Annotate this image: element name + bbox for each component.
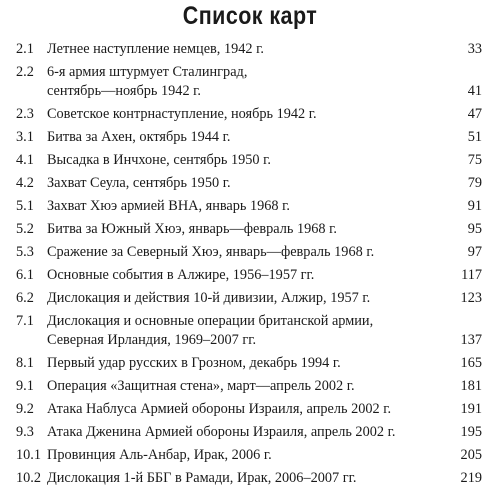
map-title-line: Провинция Аль-Анбар, Ирак, 2006 г. (47, 447, 272, 463)
map-number: 4.1 (16, 152, 34, 168)
page-title: Список карт (182, 2, 318, 30)
page-number: 75 (467, 152, 482, 168)
map-list-item (0, 469, 500, 488)
map-list-item (0, 423, 500, 442)
map-list-item (0, 446, 500, 465)
page-number: 137 (460, 332, 482, 348)
map-title-line: Дислокация и основные операции британской армии, (47, 313, 374, 329)
map-number: 8.1 (16, 355, 34, 371)
map-title-line: Основные события в Алжире, 1956–1957 гг. (47, 267, 315, 283)
map-number: 3.1 (16, 129, 34, 145)
map-list-item (0, 400, 500, 419)
page-number: 205 (460, 447, 482, 463)
map-title-line: Битва за Ахен, октябрь 1944 г. (47, 129, 231, 145)
map-title-line: Северная Ирландия, 1969–2007 гг. (47, 332, 257, 348)
map-title-line: Операция «Защитная стена», март—апрель 2002 г. (47, 378, 355, 394)
map-title-line: Захват Хюэ армией ВНА, январь 1968 г. (47, 198, 290, 214)
page-number: 79 (467, 175, 482, 191)
page-number: 195 (460, 424, 482, 440)
map-number: 6.2 (16, 290, 34, 306)
map-list-item (0, 174, 500, 193)
map-title (47, 128, 460, 147)
map-title (47, 40, 460, 59)
map-title (47, 289, 460, 308)
page-number: 97 (467, 244, 482, 260)
map-list-item (0, 220, 500, 239)
map-number: 9.2 (16, 401, 34, 417)
page-number: 95 (467, 221, 482, 237)
map-number: 2.3 (16, 106, 34, 122)
map-title (47, 105, 460, 124)
map-title-line: Захват Сеула, сентябрь 1950 г. (47, 175, 231, 191)
map-title-line: Битва за Южный Хюэ, январь—февраль 1968 г. (47, 221, 337, 237)
page-number: 191 (460, 401, 482, 417)
page-number: 91 (467, 198, 482, 214)
map-title (47, 63, 460, 101)
map-title (47, 377, 460, 396)
map-list-item (0, 197, 500, 216)
map-number: 5.3 (16, 244, 34, 260)
map-title-line: Дислокация 1-й ББГ в Рамади, Ирак, 2006–2007 гг. (47, 470, 357, 486)
map-title (47, 312, 460, 350)
page-number: 51 (467, 129, 482, 145)
map-title-line: Атака Наблуса Армией обороны Израиля, апрель 2002 г. (47, 401, 392, 417)
map-title (47, 469, 460, 488)
map-list-item (0, 289, 500, 308)
map-title-line: Дислокация и действия 10-й дивизии, Алжир, 1957 г. (47, 290, 371, 306)
map-list-item (0, 377, 500, 396)
page-number: 33 (467, 41, 482, 57)
map-number: 10.1 (16, 447, 42, 463)
map-title (47, 220, 460, 239)
map-list (0, 40, 500, 492)
map-list-item (0, 63, 500, 101)
map-list-item (0, 128, 500, 147)
page-number: 117 (461, 267, 482, 283)
map-title (47, 174, 460, 193)
map-title (47, 423, 460, 442)
map-number: 9.1 (16, 378, 34, 394)
map-number: 5.2 (16, 221, 34, 237)
map-title-line: Летнее наступление немцев, 1942 г. (47, 41, 264, 57)
map-number: 5.1 (16, 198, 34, 214)
page-number: 181 (460, 378, 482, 394)
map-number: 2.1 (16, 41, 34, 57)
map-number: 10.2 (16, 470, 42, 486)
map-number: 7.1 (16, 313, 34, 329)
map-number: 4.2 (16, 175, 34, 191)
map-title-line: 6-я армия штурмует Сталинград, (47, 64, 248, 80)
map-title (47, 400, 460, 419)
map-list-item (0, 266, 500, 285)
map-title-line: Советское контрнаступление, ноябрь 1942 г. (47, 106, 317, 122)
page-number: 219 (460, 470, 482, 486)
map-title-line: Сражение за Северный Хюэ, январь—февраль 1968 г. (47, 244, 375, 260)
map-list-item (0, 151, 500, 170)
map-list-item (0, 312, 500, 350)
map-title (47, 446, 460, 465)
map-title (47, 354, 460, 373)
page-number: 47 (467, 106, 482, 122)
map-number: 6.1 (16, 267, 34, 283)
map-title-line: Атака Дженина Армией обороны Израиля, апрель 2002 г. (47, 424, 396, 440)
map-list-item (0, 105, 500, 124)
map-title (47, 151, 460, 170)
map-title-line: Высадка в Инчхоне, сентябрь 1950 г. (47, 152, 271, 168)
map-number: 2.2 (16, 64, 34, 80)
map-title (47, 266, 460, 285)
map-title (47, 243, 460, 262)
map-list-item (0, 243, 500, 262)
map-list-item (0, 354, 500, 373)
map-list-item (0, 40, 500, 59)
page-number: 41 (467, 83, 482, 99)
page-number: 123 (460, 290, 482, 306)
map-title-line: сентябрь—ноябрь 1942 г. (47, 83, 202, 99)
map-title (47, 197, 460, 216)
page-number: 165 (460, 355, 482, 371)
map-title-line: Первый удар русских в Грозном, декабрь 1994 г. (47, 355, 341, 371)
map-number: 9.3 (16, 424, 34, 440)
